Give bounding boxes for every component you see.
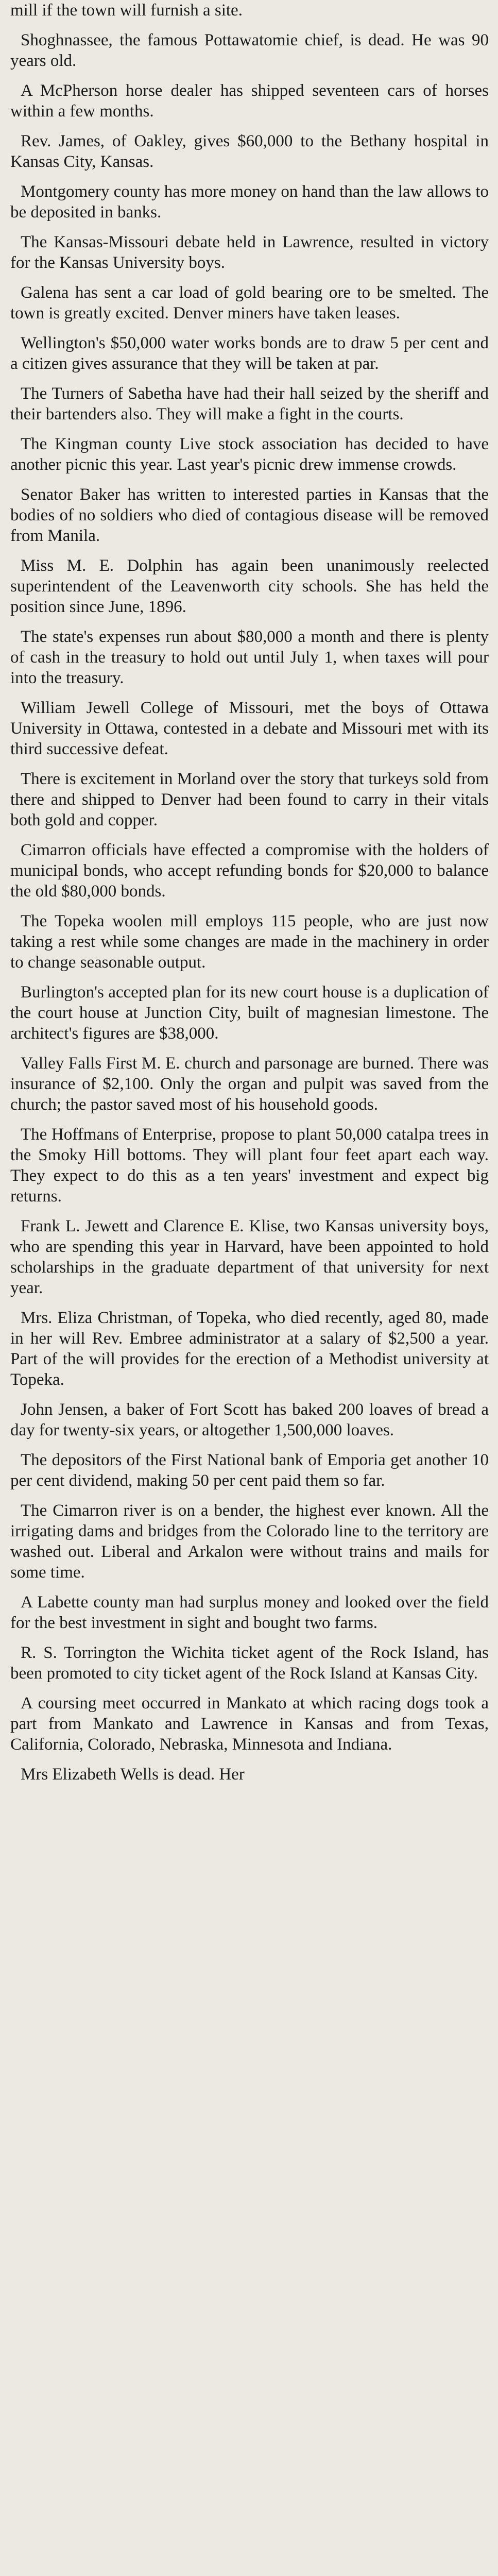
- news-item: The Kingman county Live stock association has decided to have another picnic this year. Last year's picnic drew immense crowds.: [10, 435, 489, 474]
- news-item: Shoghnassee, the famous Pottawatomie chief, is dead. He was 90 years old.: [10, 31, 489, 70]
- news-item: A McPherson horse dealer has shipped seventeen cars of horses within a few months.: [10, 81, 489, 121]
- news-item: A Labette county man had surplus money and looked over the field for the best investment in sight and bought two farms.: [10, 1593, 489, 1632]
- news-item: Frank L. Jewett and Clarence E. Klise, two Kansas university boys, who are spending this year in Harvard, have been appointed to hold scholarships in the graduate department of that university for next year.: [10, 1217, 489, 1297]
- news-item: The Cimarron river is on a bender, the highest ever known. All the irrigating dams and bridges from the Colorado line to the territory are washed out. Liberal and Arkalon were without trains and mails for some time.: [10, 1501, 489, 1582]
- news-item: Miss M. E. Dolphin has again been unanimously reelected superintendent of the Leavenworth city schools. She has held the position since June, 1896.: [10, 556, 489, 616]
- news-item: John Jensen, a baker of Fort Scott has baked 200 loaves of bread a day for twenty-six years, or altogether 1,500,000 loaves.: [10, 1400, 489, 1439]
- news-item: Cimarron officials have effected a compromise with the holders of municipal bonds, who accept refunding bonds for $20,000 to balance the old $80,000 bonds.: [10, 841, 489, 901]
- news-item: A coursing meet occurred in Mankato at which racing dogs took a part from Mankato and Lawrence in Kansas and from Texas, California, Colorado, Nebraska, Minnesota and Indiana.: [10, 1694, 489, 1754]
- news-item: Montgomery county has more money on hand than the law allows to be deposited in banks.: [10, 182, 489, 222]
- news-item: Mrs Elizabeth Wells is dead. Her: [21, 1765, 245, 1784]
- news-item: There is excitement in Morland over the story that turkeys sold from there and shipped to Denver had been found to carry in their vitals both gold and copper.: [10, 770, 489, 829]
- news-item: The state's expenses run about $80,000 a month and there is plenty of cash in the treasury to hold out until July 1, when taxes will pour into the treasury.: [10, 628, 489, 687]
- news-item: The depositors of the First National bank of Emporia get another 10 per cent dividend, making 50 per cent paid them so far.: [10, 1451, 489, 1490]
- news-item: Mrs. Eliza Christman, of Topeka, who died recently, aged 80, made in her will Rev. Embree administrator at a salary of $2,500 a year. Part of the will provides for the erection of a Methodist university at Topeka.: [10, 1309, 489, 1389]
- news-item: Burlington's accepted plan for its new court house is a duplication of the court house at Junction City, built of magnesian limestone. The architect's figures are $38,000.: [10, 983, 489, 1043]
- news-item: William Jewell College of Missouri, met the boys of Ottawa University in Ottawa, contested in a debate and Missouri met with its third successive defeat.: [10, 699, 489, 758]
- news-item: Wellington's $50,000 water works bonds are to draw 5 per cent and a citizen gives assurance that they will be taken at par.: [10, 334, 489, 373]
- news-item: Galena has sent a car load of gold bearing ore to be smelted. The town is greatly excited. Denver miners have taken leases.: [10, 283, 489, 323]
- news-item: R. S. Torrington the Wichita ticket agent of the Rock Island, has been promoted to city ticket agent of the Rock Island at Kansas City.: [10, 1643, 489, 1683]
- news-item: The Topeka woolen mill employs 115 people, who are just now taking a rest while some changes are made in the machinery in order to change seasonable output.: [10, 912, 489, 972]
- news-item: mill if the town will furnish a site.: [10, 1, 243, 20]
- news-item: The Turners of Sabetha have had their hall seized by the sheriff and their bartenders also. They will make a fight in the courts.: [10, 384, 489, 423]
- news-item: Valley Falls First M. E. church and parsonage are burned. There was insurance of $2,100. Only the organ and pulpit was saved from the church; the pastor saved most of his household goods.: [10, 1054, 489, 1114]
- news-item: Rev. James, of Oakley, gives $60,000 to the Bethany hospital in Kansas City, Kansas.: [10, 132, 489, 171]
- news-item: The Kansas-Missouri debate held in Lawrence, resulted in victory for the Kansas University boys.: [10, 233, 489, 272]
- news-item: Senator Baker has written to interested parties in Kansas that the bodies of no soldiers who died of contagious disease will be removed from Manila.: [10, 485, 489, 545]
- news-item: The Hoffmans of Enterprise, propose to plant 50,000 catalpa trees in the Smoky Hill bottoms. They will plant four feet apart each way. They expect to do this as a ten years' investment and expect big returns.: [10, 1125, 489, 1206]
